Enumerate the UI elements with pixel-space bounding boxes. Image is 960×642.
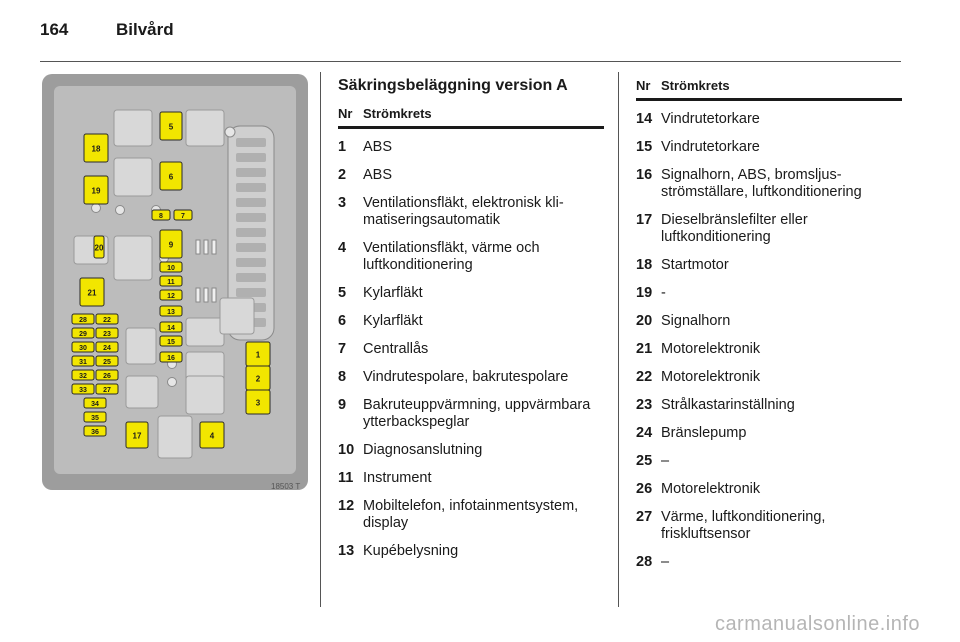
pin — [196, 288, 200, 302]
fuse-number: 7 — [338, 341, 347, 357]
connector-slot — [236, 258, 266, 267]
fuse-label: 9 — [168, 240, 174, 250]
table-row — [338, 195, 604, 229]
fuse-number: 20 — [636, 313, 653, 329]
fuse-label: 2 — [255, 374, 261, 384]
connector-slot — [236, 138, 266, 147]
circuit-description: Motorelektronik — [661, 369, 761, 385]
fuse-label: 12 — [167, 293, 175, 300]
fuse-number: 26 — [636, 481, 653, 497]
circuit-description: Motorelektronik — [661, 481, 761, 497]
circuit-description: Signalhorn — [661, 313, 731, 329]
relay-block — [114, 110, 152, 146]
table-row — [636, 212, 902, 246]
table-row — [636, 453, 902, 470]
fuse-label: 19 — [91, 186, 101, 196]
pin — [204, 288, 208, 302]
watermark: carmanualsonline.info — [714, 613, 920, 635]
table-row — [338, 285, 604, 302]
fuse-number: 15 — [636, 139, 653, 155]
table-row — [636, 139, 902, 156]
fuse-label: 24 — [103, 345, 111, 352]
header-circuit: Strömkrets — [363, 106, 432, 121]
fuse-number: 19 — [636, 285, 653, 301]
table-row — [636, 481, 902, 498]
table-row — [338, 369, 604, 386]
fuse-label: 29 — [79, 331, 87, 338]
connector-slot — [236, 243, 266, 252]
fuse-label: 10 — [167, 265, 175, 272]
table-row — [338, 313, 604, 330]
table-row — [636, 341, 902, 358]
pin — [196, 240, 200, 254]
circuit-description: Motorelektronik — [661, 341, 761, 357]
fuse-box-svg — [40, 72, 311, 492]
fuse-label: 5 — [168, 122, 174, 132]
circuit-description: Mobiltelefon, infotainmentsystem, display — [363, 498, 579, 531]
fuse-label: 35 — [91, 415, 99, 422]
fuse-label: 32 — [79, 373, 87, 380]
circuit-description: Ventilationsfläkt, elektronisk klimatiseringsautomatik — [363, 195, 564, 228]
fuse-number: 17 — [636, 212, 653, 228]
fuse-number: 14 — [636, 111, 653, 127]
table-header — [636, 78, 902, 101]
table-row — [338, 442, 604, 459]
table-row — [338, 543, 604, 560]
table-row — [636, 369, 902, 386]
fuse-label: 34 — [91, 401, 99, 408]
fuse-number: 3 — [338, 195, 347, 211]
relay-block — [186, 318, 224, 346]
fuse-label: 18 — [91, 144, 101, 154]
fuse-label: 27 — [103, 387, 111, 394]
fuse-table-part-2 — [636, 78, 902, 582]
relay-block — [126, 376, 158, 408]
relay-block — [114, 236, 152, 280]
circuit-description: ABS — [363, 139, 393, 155]
fuse-number: 27 — [636, 509, 653, 525]
circuit-description: Bakruteuppvärmning, uppvärmbara ytterbackspeglar — [363, 397, 591, 430]
fuse-label: 14 — [167, 325, 175, 332]
mounting-hole — [225, 127, 235, 137]
column-divider-right — [618, 72, 619, 607]
fuse-table-part-1 — [338, 72, 604, 571]
table-row — [338, 240, 604, 274]
circuit-description: Vindrutetorkare — [661, 111, 760, 127]
fuse-label: 28 — [79, 317, 87, 324]
fuse-number: 28 — [636, 554, 653, 570]
circuit-description: – — [661, 453, 670, 469]
circuit-description: Värme, luftkonditionering, friskluftsensor — [661, 509, 826, 542]
connector-slot — [236, 228, 266, 237]
fuse-number: 25 — [636, 453, 653, 469]
fuse-number: 18 — [636, 257, 653, 273]
fuse-number: 10 — [338, 442, 355, 458]
table-row — [636, 554, 902, 571]
fuse-label: 30 — [79, 345, 87, 352]
circuit-description: Bränslepump — [661, 425, 747, 441]
fuse-number: 24 — [636, 425, 653, 441]
fuse-number: 23 — [636, 397, 653, 413]
fuse-label: 31 — [79, 359, 87, 366]
table-row — [338, 139, 604, 156]
fuse-label: 25 — [103, 359, 111, 366]
table-row — [636, 285, 902, 302]
relay-block — [126, 328, 156, 364]
relay-block — [114, 158, 152, 196]
fuse-number: 16 — [636, 167, 653, 183]
mounting-hole — [116, 206, 125, 215]
fuse-label: 1 — [255, 350, 261, 360]
diagram-code: 18503 T — [271, 482, 301, 491]
relay-block — [220, 298, 254, 334]
circuit-description: Ventilationsfläkt, värme och luftkonditionering — [363, 240, 540, 273]
header-nr: Nr — [636, 78, 651, 93]
pin — [204, 240, 208, 254]
relay-block — [186, 376, 224, 414]
header-rule — [40, 61, 901, 62]
fuse-label: 22 — [103, 317, 111, 324]
pin — [212, 240, 216, 254]
fuse-number: 1 — [338, 139, 347, 155]
fuse-label: 26 — [103, 373, 111, 380]
table-row — [338, 397, 604, 431]
fuse-number: 22 — [636, 369, 653, 385]
fuse-label: 15 — [167, 339, 175, 346]
circuit-description: Signalhorn, ABS, bromsljusströmställare, luftkonditionering — [661, 167, 862, 200]
mounting-hole — [168, 378, 177, 387]
fuse-label: 21 — [87, 288, 97, 298]
circuit-description: Dieselbränslefilter eller luftkonditionering — [661, 212, 808, 245]
circuit-description: - — [661, 285, 666, 301]
fuse-label: 23 — [103, 331, 111, 338]
fuse-number: 12 — [338, 498, 355, 514]
circuit-description: Vindrutetorkare — [661, 139, 760, 155]
fuse-number: 8 — [338, 369, 347, 385]
table-row — [338, 341, 604, 358]
fuse-number: 9 — [338, 397, 347, 413]
table-rows — [636, 111, 902, 571]
table-row — [636, 397, 902, 414]
circuit-description: Instrument — [363, 470, 432, 486]
pin — [212, 288, 216, 302]
fuse-number: 13 — [338, 543, 355, 559]
connector-slot — [236, 213, 266, 222]
circuit-description: Kupébelysning — [363, 543, 459, 559]
relay-block — [186, 110, 224, 146]
fuse-number: 5 — [338, 285, 347, 301]
header-nr: Nr — [338, 106, 353, 121]
column-divider-left — [320, 72, 321, 607]
section-title: Säkringsbeläggning version A — [338, 77, 568, 94]
circuit-description: Startmotor — [661, 257, 729, 273]
table-header — [338, 106, 604, 129]
table-row — [338, 167, 604, 184]
circuit-description: Centrallås — [363, 341, 429, 357]
fuse-label: 3 — [255, 398, 261, 408]
fuse-label: 7 — [181, 213, 185, 220]
fuse-label: 4 — [209, 431, 215, 441]
table-row — [636, 509, 902, 543]
table-row — [338, 498, 604, 532]
fuse-number: 11 — [338, 470, 354, 486]
circuit-description: Kylarfläkt — [363, 313, 423, 329]
mounting-hole — [92, 204, 101, 213]
table-row — [636, 167, 902, 201]
fuse-label: 33 — [79, 387, 87, 394]
fuse-label: 17 — [132, 431, 142, 441]
table-row — [636, 313, 902, 330]
circuit-description: Diagnosanslutning — [363, 442, 483, 458]
page-number: 164 — [40, 20, 69, 39]
fuse-label: 8 — [159, 213, 163, 220]
circuit-description: Kylarfläkt — [363, 285, 423, 301]
connector-slot — [236, 183, 266, 192]
fuse-label: 13 — [167, 309, 175, 316]
fuse-label: 16 — [167, 355, 175, 362]
circuit-description: – — [661, 554, 670, 570]
circuit-description: ABS — [363, 167, 393, 183]
table-row — [636, 425, 902, 442]
fuse-label: 36 — [91, 429, 99, 436]
circuit-description: Vindrutespolare, bakrutespolare — [363, 369, 569, 385]
connector-slot — [236, 273, 266, 282]
connector-slot — [236, 153, 266, 162]
circuit-description: Strålkastarinställning — [661, 397, 795, 413]
fuse-number: 6 — [338, 313, 347, 329]
fuse-label: 11 — [167, 279, 175, 286]
relay-block — [158, 416, 192, 458]
fuse-label: 6 — [168, 172, 174, 182]
connector-slot — [236, 288, 266, 297]
table-rows — [338, 139, 604, 560]
connector-slot — [236, 198, 266, 207]
table-row — [636, 257, 902, 274]
fuse-box-diagram — [40, 72, 311, 492]
table-row — [636, 111, 902, 128]
fuse-number: 21 — [636, 341, 653, 357]
fuse-number: 2 — [338, 167, 347, 183]
header-circuit: Strömkrets — [661, 78, 730, 93]
connector-slot — [236, 168, 266, 177]
fuse-label: 20 — [94, 243, 104, 253]
table-row — [338, 470, 604, 487]
page-title: Bilvård — [116, 20, 174, 39]
fuse-number: 4 — [338, 240, 347, 256]
